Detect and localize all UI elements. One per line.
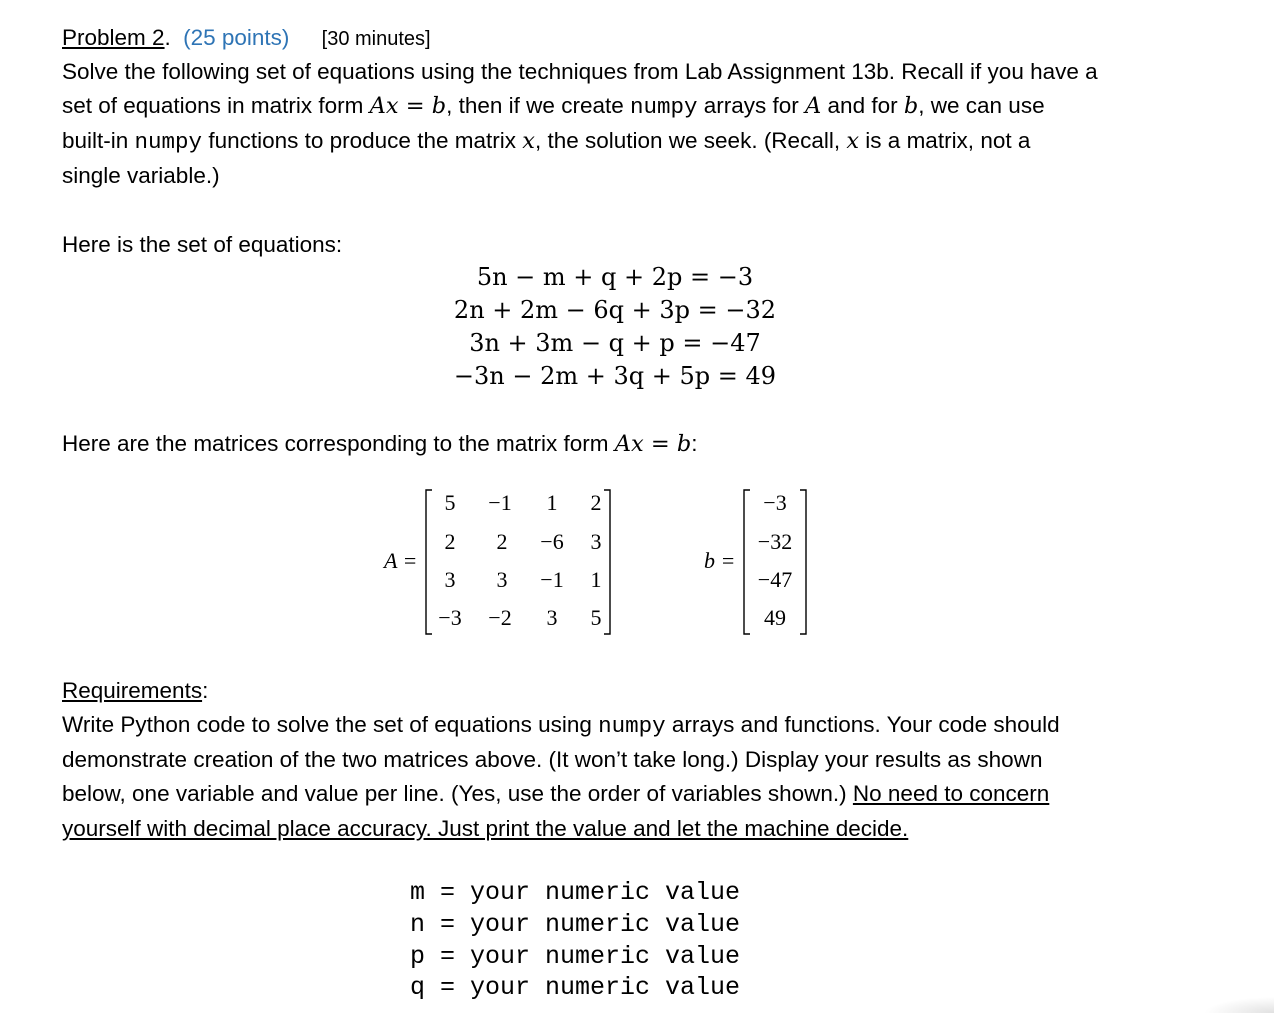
matrix-b-cell: −3 xyxy=(763,490,787,515)
matrix-b-cell: −47 xyxy=(757,567,793,592)
matrix-a-cell: 5 xyxy=(444,490,456,515)
matrix-a-cell: −6 xyxy=(540,529,564,554)
output-line-q: q = your numeric value xyxy=(410,973,741,1002)
matrix-a-label: A = xyxy=(384,548,418,573)
requirements-line-2: demonstrate creation of the two matrices above. (It won’t take long.) Display your results as shown xyxy=(62,747,1043,772)
problem-time: [30 minutes] xyxy=(321,28,431,50)
intro-line-4: single variable.) xyxy=(62,163,220,188)
output-line-n: n = your numeric value xyxy=(410,910,741,939)
problem-points: (25 points) xyxy=(183,25,290,50)
output-line-m: m = your numeric value xyxy=(410,878,741,907)
problem-header: Problem 2. (25 points) [30 minutes] xyxy=(62,25,431,50)
requirements-line-3: below, one variable and value per line. (Yes, use the order of variables shown.) No need to concern xyxy=(62,781,1050,806)
intro-line-2: set of equations in matrix form Ax = b, then if we create numpy arrays for A and for b, we can use xyxy=(62,93,1045,120)
output-line-p: p = your numeric value xyxy=(410,942,741,971)
matrix-a-cell: −3 xyxy=(438,605,462,630)
matrices-heading: Here are the matrices corresponding to the matrix form Ax = b: xyxy=(62,431,698,457)
matrix-a-cell: −2 xyxy=(488,605,512,630)
code-numpy: numpy xyxy=(134,129,203,155)
matrix-b-label: b = xyxy=(704,548,736,573)
matrix-b-cell: −32 xyxy=(757,529,793,554)
matrix-a-cell: 5 xyxy=(590,605,602,630)
matrix-a-cell: 3 xyxy=(590,529,602,554)
problem-label: Problem 2 xyxy=(62,25,165,50)
requirements-line-4: yourself with decimal place accuracy. Just print the value and let the machine decide. xyxy=(62,816,909,841)
matrix-b-cell: 49 xyxy=(764,605,786,630)
requirements-line-1: Write Python code to solve the set of equations using numpy arrays and functions. Your code should xyxy=(62,712,1060,739)
equation-2: 2n + 2m − 6q + 3p = −32 xyxy=(453,296,777,324)
math-ax-b: Ax = b xyxy=(369,93,447,119)
matrix-a-cell: 2 xyxy=(496,529,508,554)
equations-heading: Here is the set of equations: xyxy=(62,232,343,257)
matrix-a-cell: −1 xyxy=(488,490,512,515)
matrix-a-cell: 3 xyxy=(444,567,456,592)
page-shadow xyxy=(1204,997,1274,1013)
code-numpy: numpy xyxy=(598,713,666,739)
equation-3: 3n + 3m − q + p = −47 xyxy=(469,329,761,357)
code-numpy: numpy xyxy=(630,94,698,120)
matrix-a-cell: 3 xyxy=(546,605,558,630)
intro-line-1: Solve the following set of equations using the techniques from Lab Assignment 13b. Recall if you have a xyxy=(62,59,1098,84)
equation-1: 5n − m + q + 2p = −3 xyxy=(476,263,754,291)
requirements-heading: Requirements: xyxy=(62,678,209,703)
matrix-a-cell: 1 xyxy=(590,567,602,592)
equation-4: −3n − 2m + 3q + 5p = 49 xyxy=(453,362,777,390)
matrix-a-cell: 3 xyxy=(496,567,508,592)
matrix-a-cell: 2 xyxy=(444,529,456,554)
matrix-a-cell: −1 xyxy=(540,567,564,592)
matrix-a-cell: 1 xyxy=(546,490,558,515)
intro-line-3: built-in numpy functions to produce the matrix x, the solution we seek. (Recall, x is a matrix, not a xyxy=(62,128,1031,155)
matrix-a-cell: 2 xyxy=(590,490,602,515)
